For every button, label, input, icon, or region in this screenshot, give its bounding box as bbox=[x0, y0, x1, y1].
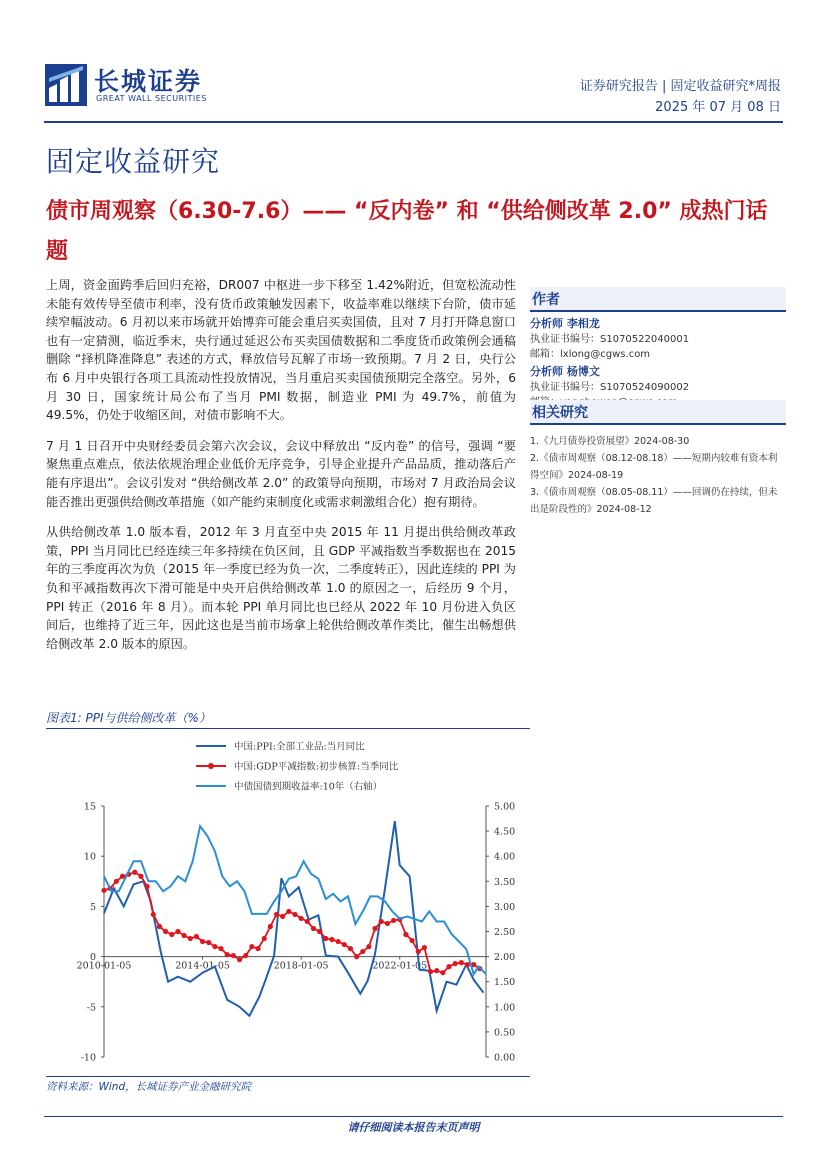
y-tick-label-right: 4.00 bbox=[494, 851, 516, 863]
chart-legend bbox=[196, 741, 399, 793]
legend-label: 中国:GDP平减指数:初步核算:当季同比 bbox=[234, 761, 399, 773]
gdp-point bbox=[379, 919, 384, 924]
report-type: 证券研究报告 | 固定收益研究*周报 bbox=[579, 79, 781, 94]
y-tick-label-left: 15 bbox=[83, 801, 96, 813]
gdp-point bbox=[163, 929, 168, 934]
company-logo-english: GREAT WALL SECURITIES bbox=[96, 94, 207, 103]
gdp-point bbox=[262, 936, 267, 941]
authors-heading: 作者 bbox=[530, 287, 786, 312]
footer-divider bbox=[44, 1116, 783, 1117]
author-email[interactable]: 邮箱：lxlong@cgws.com bbox=[530, 349, 651, 360]
header-divider bbox=[44, 121, 783, 123]
y-tick-label-right: 1.00 bbox=[494, 1002, 516, 1014]
gdp-point bbox=[409, 938, 414, 943]
chart-axes bbox=[77, 802, 516, 1064]
report-title: 债市周观察（6.30-7.6）—— “反内卷” 和 “供给侧改革 2.0” 成热门话题 bbox=[46, 199, 768, 264]
gdp-point bbox=[200, 939, 205, 944]
y-tick-label-right: 0.00 bbox=[494, 1052, 516, 1064]
figure-source: 资料来源：Wind，长城证券产业金融研究院 bbox=[46, 1076, 530, 1094]
author-cert: 执业证书编号：S1070522040001 bbox=[530, 334, 690, 345]
y-tick-label-right: 5.00 bbox=[494, 801, 516, 813]
gdp-point bbox=[206, 940, 211, 945]
y-tick-label-left: 10 bbox=[83, 851, 96, 863]
ppi-chart bbox=[46, 730, 530, 1070]
figure-caption: 图表1: PPI与供给侧改革（%） bbox=[46, 709, 530, 729]
gdp-point bbox=[434, 968, 439, 973]
authors-panel bbox=[530, 287, 786, 410]
x-tick-label: 2010-01-05 bbox=[76, 960, 132, 972]
gdp-point bbox=[360, 949, 365, 954]
y-tick-label-right: 1.50 bbox=[494, 977, 516, 989]
gdp-point bbox=[354, 954, 359, 959]
company-logo-mark bbox=[45, 64, 87, 106]
gdp-point bbox=[440, 970, 445, 975]
gdp-point bbox=[280, 914, 285, 919]
gdp-point bbox=[194, 934, 199, 939]
y-tick-label-left: -5 bbox=[86, 1002, 96, 1014]
gdp-point bbox=[138, 874, 143, 879]
gdp-point bbox=[403, 932, 408, 937]
related-heading: 相关研究 bbox=[530, 400, 786, 425]
gdp-point bbox=[311, 926, 316, 931]
author-block bbox=[530, 316, 786, 362]
body-text bbox=[46, 276, 516, 665]
author-name: 分析师 李相龙 bbox=[530, 317, 600, 330]
y-tick-label-left: -10 bbox=[80, 1052, 96, 1064]
gdp-point bbox=[366, 944, 371, 949]
x-tick-label: 2014-01-05 bbox=[175, 960, 230, 972]
y-tick-label-left: 5 bbox=[89, 901, 96, 913]
y-tick-label-right: 2.00 bbox=[494, 952, 516, 964]
gdp-point bbox=[348, 946, 353, 951]
gdp-point bbox=[268, 924, 273, 929]
related-item[interactable]: 3.《债市周观察（08.05-08.11）——回调仍在持续，但未出是阶段性的》2024-08-12 bbox=[530, 487, 778, 515]
gdp-point bbox=[145, 884, 150, 889]
gdp-point bbox=[342, 942, 347, 947]
gdp-point bbox=[255, 946, 260, 951]
x-tick-label: 2018-01-05 bbox=[273, 960, 329, 972]
gdp-point bbox=[212, 944, 217, 949]
legend-marker bbox=[208, 763, 214, 769]
author-name: 分析师 杨博文 bbox=[530, 365, 600, 378]
gdp-point bbox=[336, 939, 341, 944]
x-tick-label: 2022-01-05 bbox=[372, 960, 428, 972]
gdp-point bbox=[385, 921, 390, 926]
paragraph: 7 月 1 日召开中央财经委员会第六次会议，会议中释放出 “反内卷” 的信号，强调 “要聚焦重点难点，依法依规治理企业低价无序竞争，引导企业提升产品品质，推动落后产能有序退出”。会议引发对 “供给侧改革 2.0” 的政策导向预期，市场对 7 月政治局会议能否推出更强供给侧改革措施（如产能约束制度化或需求刺激组合化）抱有期待。 bbox=[46, 438, 516, 509]
gdp-point bbox=[391, 918, 396, 923]
gdp-point bbox=[286, 909, 291, 914]
gdp-point bbox=[292, 912, 297, 917]
gdp-point bbox=[175, 929, 180, 934]
chart-series bbox=[101, 821, 486, 1016]
gdp-point bbox=[453, 961, 458, 966]
y-tick-label-right: 3.50 bbox=[494, 876, 516, 888]
gdp-point bbox=[169, 932, 174, 937]
legend-label: 中国:PPI:全部工业品:当月同比 bbox=[234, 741, 365, 753]
gdp-point bbox=[317, 929, 322, 934]
gdp-point bbox=[243, 953, 248, 958]
gdp-point bbox=[225, 952, 230, 957]
section-title: 固定收益研究 bbox=[46, 145, 221, 178]
y-tick-label-right: 2.50 bbox=[494, 927, 516, 938]
legend-label: 中债国债到期收益率:10年（右轴） bbox=[234, 781, 383, 793]
paragraph: 上周，资金面跨季后回归充裕，DR007 中枢进一步下移至 1.42%附近，但宽松流动性未能有效传导至债市利率，没有货币政策触发因素下，收益率难以继续下台阶，债市延续窄幅波动。6 月初以来市场就开始博弈可能会重启买卖国债，且对 7 月打开降息窗口也有一定猜测，临近季末，央行通过延迟公布买卖国债数据和二季度货币政策例会通稿删除 “择机降准降息” 表述的方式，释放信号瓦解了市场一致预期。7 月 2 日，央行公布 6 月中央银行各项工具流动性投放情况，当月重启买卖国债预期完全落空。另外，6 月 30 日，国家统计局公布了当月 PMI 数据，制造业 PMI 为 49.7%，前值为 49.5%，仍处于收缩区间，对债市影响不大。 bbox=[46, 278, 516, 423]
related-item[interactable]: 1.《九月债券投资展望》2024-08-30 bbox=[530, 436, 690, 447]
gdp-point bbox=[459, 960, 464, 965]
gdp-point bbox=[299, 916, 304, 921]
gdp-point bbox=[372, 926, 377, 931]
gdp-point bbox=[188, 936, 193, 941]
gdp-point bbox=[237, 957, 242, 962]
author-cert: 执业证书编号：S1070524090002 bbox=[530, 382, 690, 393]
gdp-point bbox=[114, 879, 119, 884]
gdp-point bbox=[323, 936, 328, 941]
gdp-point bbox=[446, 964, 451, 969]
gdp-point bbox=[101, 888, 106, 893]
gdp-point bbox=[274, 912, 279, 917]
gdp-point bbox=[249, 944, 254, 949]
y-tick-label-left: 0 bbox=[89, 952, 96, 964]
gdp-point bbox=[428, 969, 433, 974]
gdp-point bbox=[329, 937, 334, 942]
y-tick-label-right: 0.50 bbox=[494, 1027, 516, 1039]
disclaimer-notice: 请仔细阅读本报告末页声明 bbox=[347, 1121, 480, 1134]
y-tick-label-right: 3.00 bbox=[494, 901, 516, 913]
gdp-point bbox=[422, 945, 427, 950]
report-date: 2025 年 07 月 08 日 bbox=[655, 100, 781, 115]
y-tick-label-right: 4.50 bbox=[494, 826, 516, 838]
related-item[interactable]: 2.《债市周观察（08.12-08.18）——短期内较难有资本利得空间》2024-08-19 bbox=[530, 453, 778, 481]
company-logo-name: 长城证券 bbox=[94, 67, 203, 96]
gdp-point bbox=[181, 933, 186, 938]
gdp-point bbox=[218, 946, 223, 951]
related-research-panel bbox=[530, 400, 786, 518]
gdp-point bbox=[416, 949, 421, 954]
report-meta bbox=[580, 76, 781, 118]
gdp-point bbox=[157, 924, 162, 929]
gdp-point bbox=[151, 912, 156, 917]
gdp-point bbox=[305, 919, 310, 924]
gdp-point bbox=[231, 953, 236, 958]
paragraph: 从供给侧改革 1.0 版本看，2012 年 3 月直至中央 2015 年 11 月提出供给侧改革政策，PPI 当月同比已经连续三年多持续在负区间，且 GDP 平减指数当季数据也在 2015 年的三季度再次为负（2015 年一季度已经为负一次，二季度转正），因此连续的 PPI 为负和平减指数再次下滑可能是中央开启供给侧改革 1.0 的原因之一，后经历 9 个月，PPI 转正（2016 年 8 月）。而本轮 PPI 单月同比也已经从 2022 年 10 月份进入负区间后，也维持了近三年，因此这也是当前市场拿上轮供给侧改革作类比，催生出畅想供给侧改革 2.0 版本的原因。 bbox=[46, 525, 516, 651]
gdp-point bbox=[132, 870, 137, 875]
series-line-ppi bbox=[104, 821, 484, 1016]
